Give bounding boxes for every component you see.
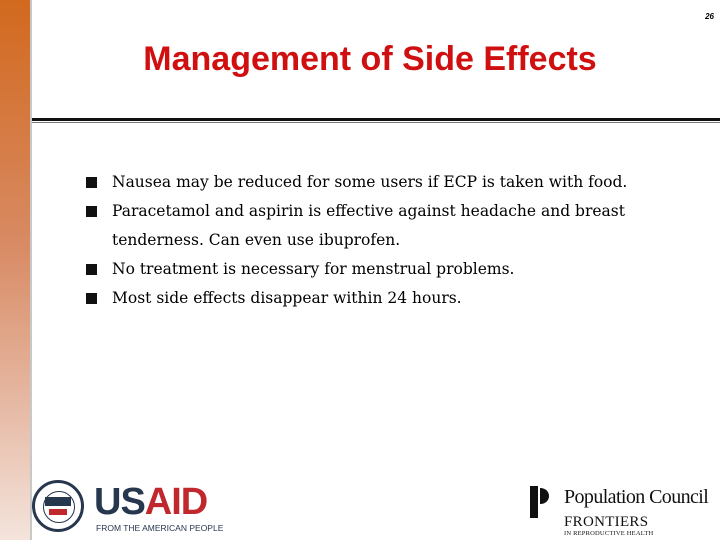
seal-band (45, 497, 71, 506)
usaid-logo (32, 478, 237, 538)
bullet-text: Nausea may be reduced for some users if ECP is taken with food. (112, 173, 628, 191)
usaid-tagline: FROM THE AMERICAN PEOPLE (96, 523, 224, 533)
frontiers-label: FRONTIERS (564, 514, 649, 530)
square-bullet-icon (86, 264, 97, 275)
frontiers-subtitle: IN REPRODUCTIVE HEALTH (564, 530, 654, 537)
square-bullet-icon (86, 293, 97, 304)
slide-number: 26 (705, 12, 714, 21)
title-rule (32, 118, 720, 121)
usaid-aid: AID (144, 481, 208, 523)
seal-ring (43, 491, 75, 523)
left-divider-line (30, 0, 32, 540)
seal-stripes (49, 509, 67, 515)
square-bullet-icon (86, 177, 97, 188)
bullet-item (82, 197, 682, 255)
population-council-logo (528, 484, 718, 540)
left-accent-bar (0, 0, 30, 540)
bullet-item (82, 255, 682, 284)
bullet-item (82, 284, 682, 313)
bullet-item (82, 168, 682, 197)
title-rule-thin (32, 122, 720, 123)
population-council-icon (528, 486, 554, 518)
population-council-name: Population Council (564, 486, 709, 508)
usaid-wordmark (94, 482, 207, 522)
bullet-text: No treatment is necessary for menstrual problems. (112, 260, 515, 278)
bullet-text: Paracetamol and aspirin is effective against headache and breast tenderness. Can even use ibuprofen. (112, 202, 625, 249)
bullet-list (82, 168, 682, 313)
square-bullet-icon (86, 206, 97, 217)
bullet-text: Most side effects disappear within 24 hours. (112, 289, 462, 307)
slide-title: Management of Side Effects (143, 40, 597, 78)
usaid-seal-icon (32, 480, 84, 532)
usaid-us: US (94, 481, 145, 523)
